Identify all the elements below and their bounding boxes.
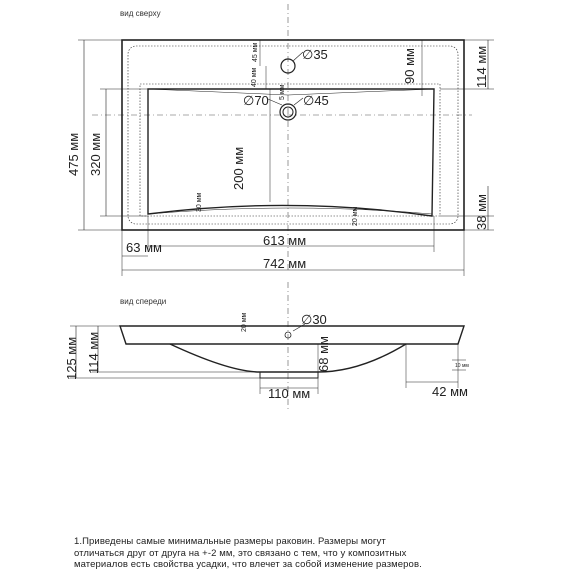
dim-200-label: 200 мм	[231, 146, 246, 190]
top-view-label: вид сверху	[120, 9, 161, 18]
top-view-dimensions	[66, 42, 489, 271]
dim-125-label: 125 мм	[64, 336, 79, 380]
dim-30-label: 30 мм	[196, 192, 203, 212]
dim-68-label: 68 мм	[316, 336, 331, 372]
dim-5-label: 5 мм	[279, 84, 286, 100]
dim-d30: ∅30	[301, 312, 327, 327]
dim-742-label: 742 мм	[263, 256, 307, 271]
dim-114-label: 114 мм	[474, 45, 489, 88]
dim-d70: ∅70	[243, 93, 269, 108]
footnote-line-3: материалов есть свойства усадки, что влечет за собой изменение размеров.	[74, 559, 422, 570]
d45-leader	[294, 98, 303, 105]
front-view-label: вид спереди	[120, 297, 167, 306]
dim-38-label: 38 мм	[474, 194, 489, 230]
dim-20-label: 20 мм	[352, 206, 359, 226]
dim-613-label: 613 мм	[263, 233, 307, 248]
dim-90-label: 90 мм	[402, 48, 417, 84]
dim-10-label: 10 мм	[455, 363, 469, 369]
dim-45-label: 45 мм	[252, 42, 259, 62]
dim-d35: ∅35	[302, 47, 328, 62]
dim-320-label: 320 мм	[88, 132, 103, 176]
dim-475-label: 475 мм	[66, 132, 81, 176]
dim-63-label: 63 мм	[126, 240, 162, 255]
dim-114f-label: 114 мм	[86, 331, 101, 374]
dim-42-label: 42 мм	[432, 384, 468, 399]
drain-profile	[260, 372, 318, 378]
footnote-line-2: отличаться друг от друга на +-2 мм, это связано с тем, что у композитных	[74, 547, 407, 559]
dim-110-label: 110 мм	[268, 386, 311, 401]
footnote	[74, 536, 554, 571]
sink-top-slab	[120, 326, 464, 344]
dim-40-label: 40 мм	[251, 67, 258, 87]
dim-d45: ∅45	[303, 93, 329, 108]
footnote-line-1: 1.Приведены самые минимальные размеры раковин. Размеры могут	[74, 536, 386, 547]
dim-20f-label: 20 мм	[241, 312, 248, 332]
